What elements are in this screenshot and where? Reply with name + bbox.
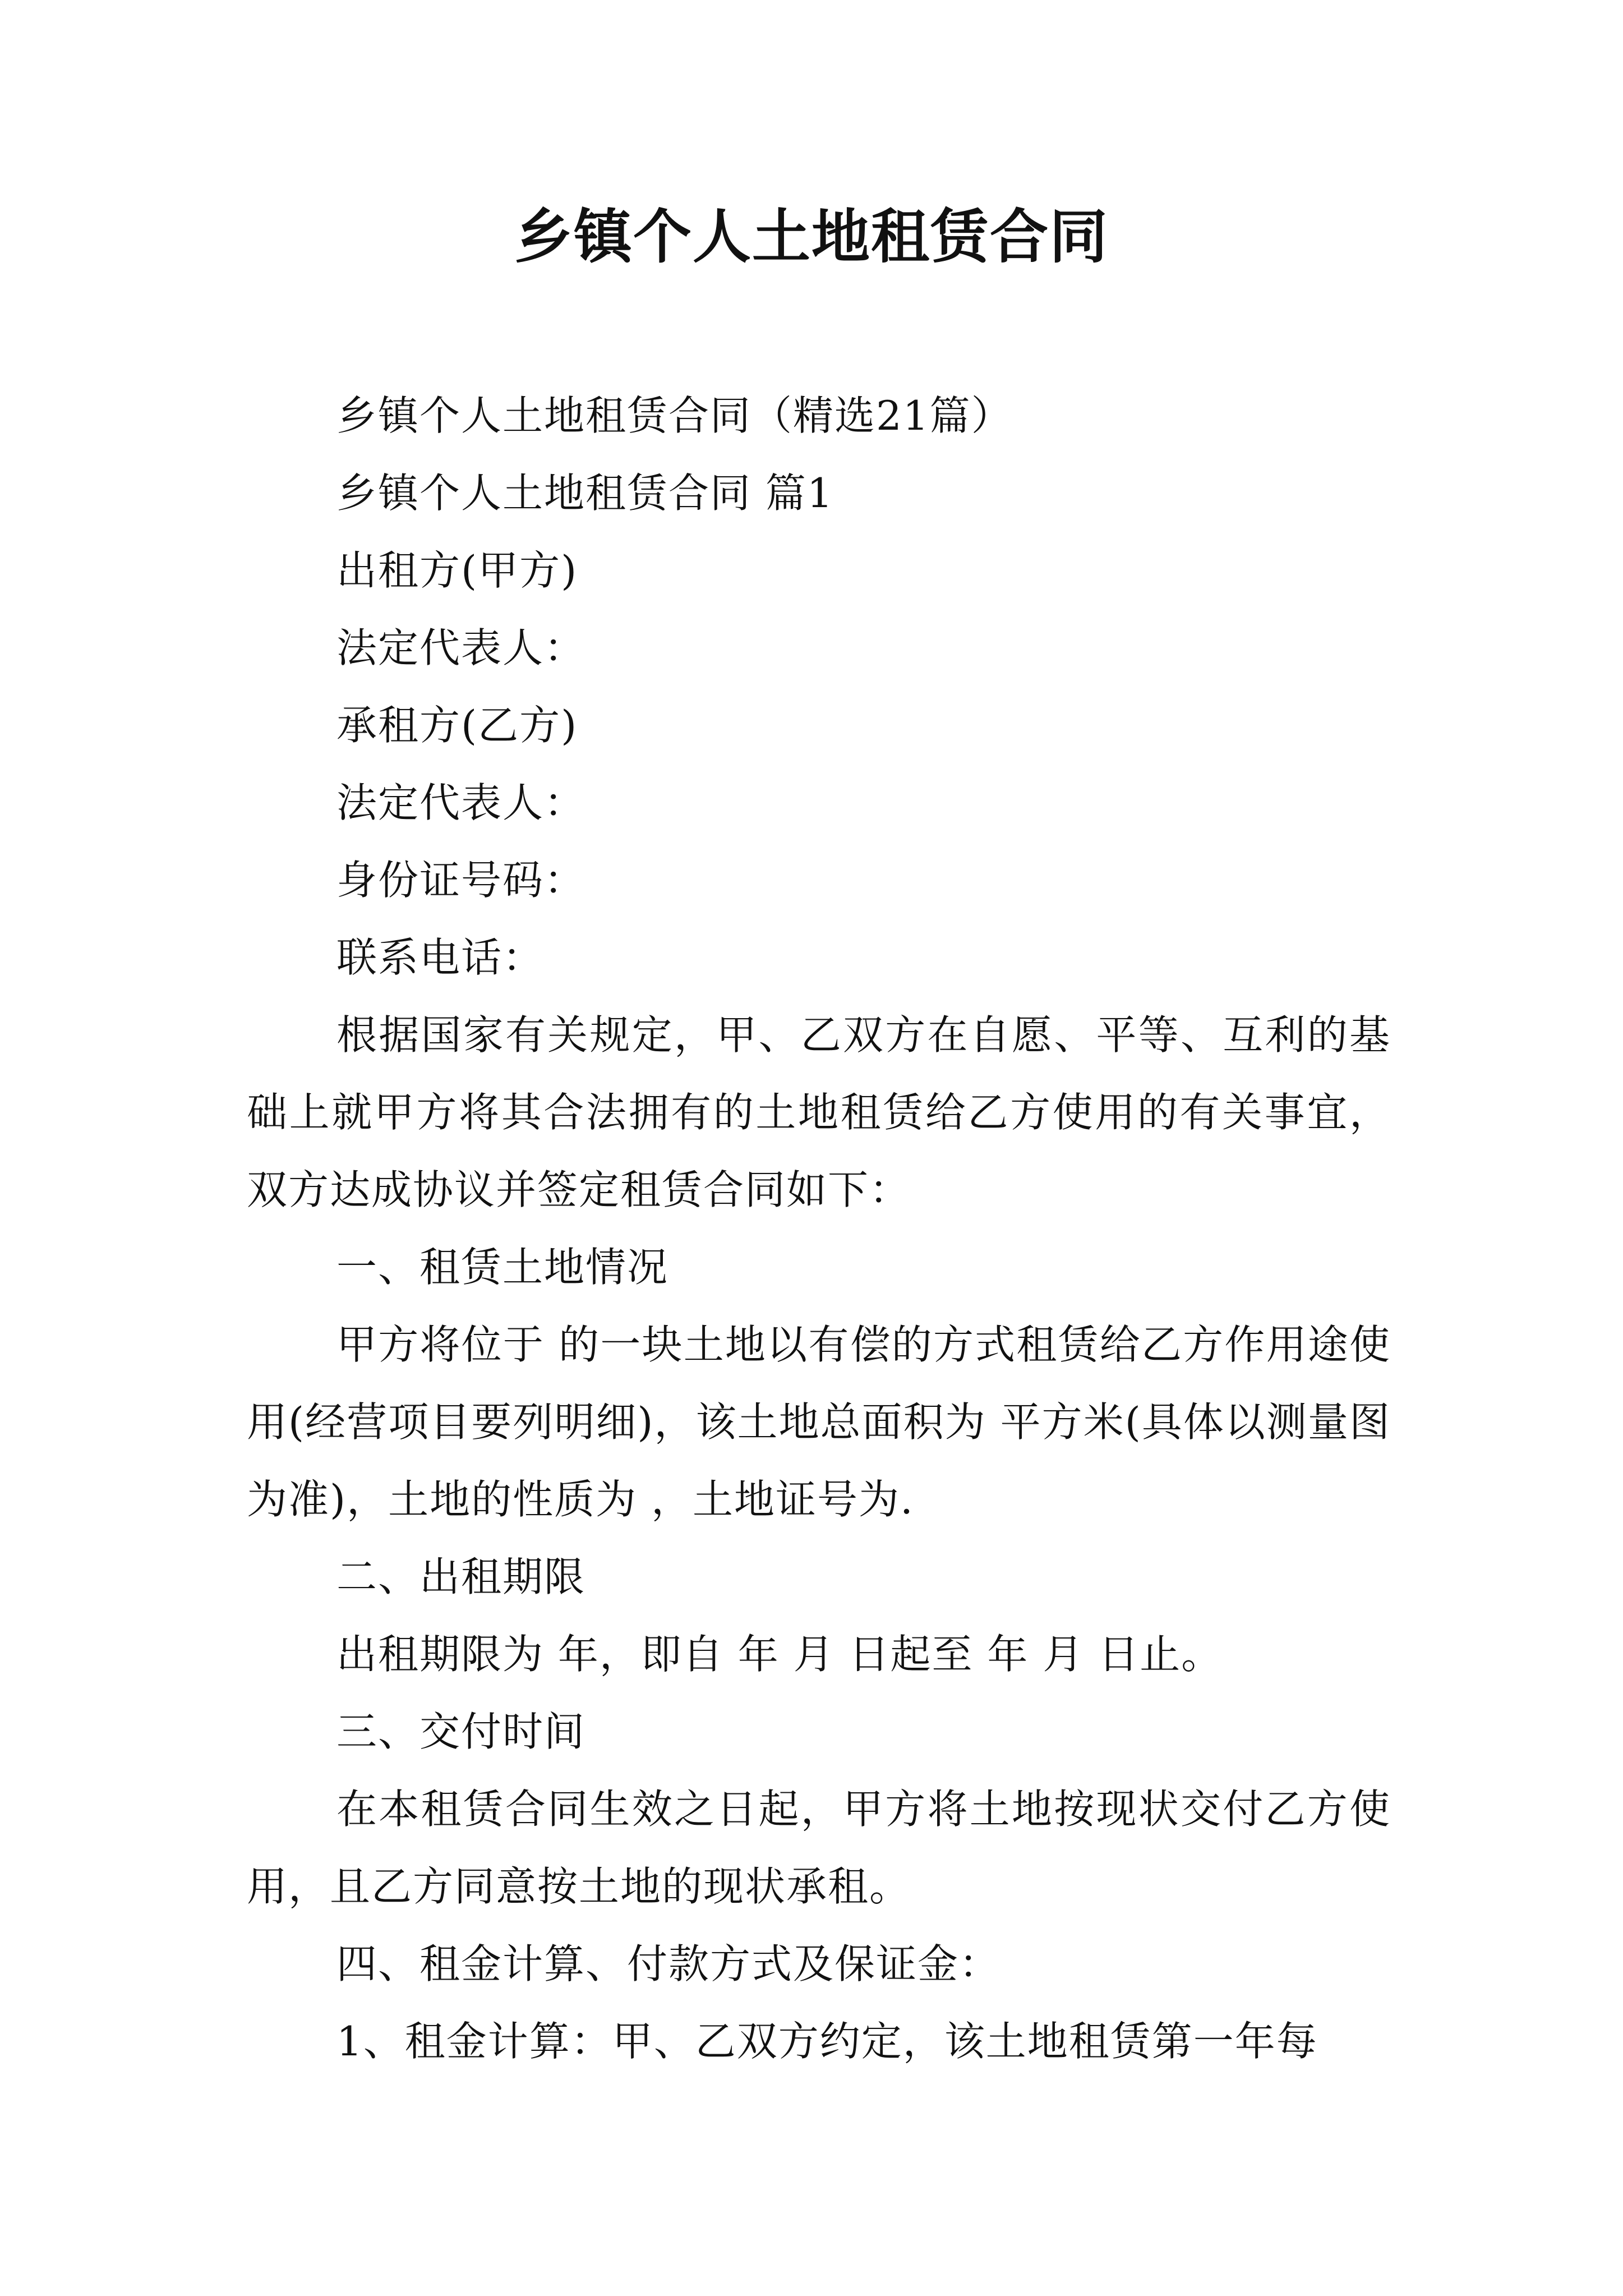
paragraph-lessee: 承租方(乙方) [336,702,578,749]
paragraph-delivery-time: 在本租赁合同生效之日起，甲方将土地按现状交付乙方使用，且乙方同意按土地的现状承租。 [247,1786,1391,1910]
paragraph-phone: 联系电话： [336,934,545,981]
paragraph-rent-calculation: 1、租金计算：甲、乙双方约定，该土地租赁第一年每 [336,2018,1318,2065]
heading-delivery-time: 三、交付时间 [336,1708,586,1755]
document-body [247,377,1391,2080]
heading-land-info: 一、租赁土地情况 [336,1244,669,1291]
paragraph-lease-term: 出租期限为 年，即自 年 月 日起至 年 月 日止。 [336,1631,1223,1678]
document-title: 乡镇个人土地租赁合同 [514,202,1109,271]
paragraph-land-info: 甲方将位于 的一块土地以有偿的方式租赁给乙方作用途使用(经营项目要列明细)，该土地总面积为 平方米(具体以测量图为准)，土地的性质为 ，土地证号为. [247,1321,1391,1523]
paragraph-subtitle: 乡镇个人土地租赁合同（精选21篇） [336,392,1013,439]
paragraph-preamble: 根据国家有关规定，甲、乙双方在自愿、平等、互利的基础上就甲方将其合法拥有的土地租赁给乙方使用的有关事宜，双方达成协议并签定租赁合同如下： [247,1011,1391,1213]
heading-lease-term: 二、出租期限 [336,1553,586,1600]
paragraph-lessee-representative: 法定代表人： [336,779,586,826]
heading-rent-payment: 四、租金计算、付款方式及保证金： [336,1940,1001,1987]
paragraph-id-number: 身份证号码： [336,857,586,904]
paragraph-section-heading: 乡镇个人土地租赁合同 篇1 [336,470,834,517]
paragraph-lessor-representative: 法定代表人： [336,624,586,671]
paragraph-lessor: 出租方(甲方) [336,547,578,594]
